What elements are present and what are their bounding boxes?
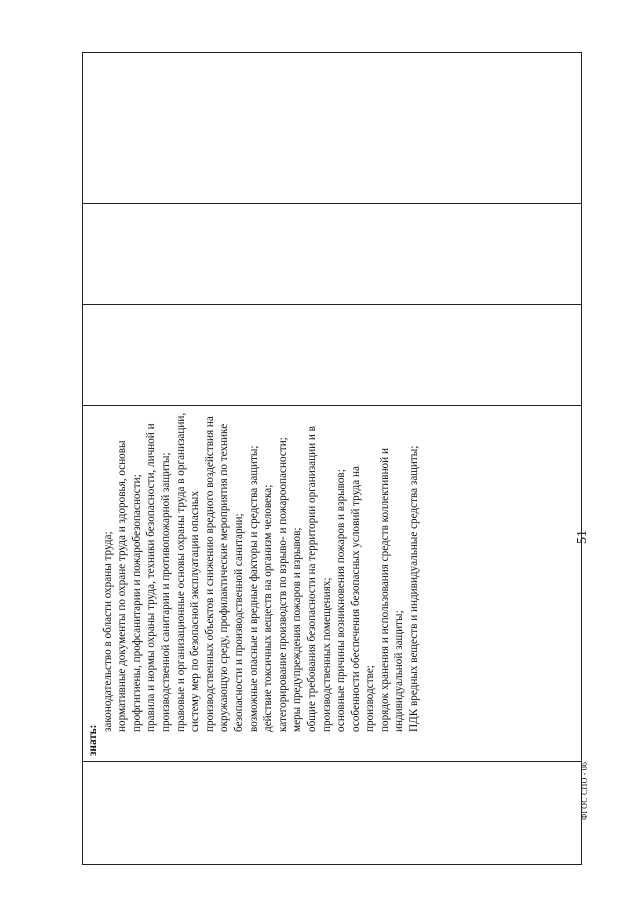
list-heading: знать:	[87, 724, 99, 756]
table-cell-empty	[83, 305, 582, 406]
list-item: ПДК вредных веществ и индивидуальные средства защиты;	[408, 445, 421, 732]
knowledge-list	[86, 411, 422, 756]
list-item: порядок хранения и использования средств коллективной и индивидуальной защиты;	[378, 448, 406, 732]
list-item: меры предупреждения пожаров и взрывов;	[291, 527, 304, 732]
list-item: основные причины возникновения пожаров и взрывов;	[335, 469, 348, 732]
footer-code: ФГОС СПО - 06	[580, 761, 589, 820]
table-cell-empty	[83, 204, 582, 305]
table-cell-content	[83, 406, 582, 762]
page-number: 51	[575, 530, 590, 544]
list-item: особенности обеспечения безопасных условий труда на производстве;	[349, 466, 377, 732]
list-item: общие требования безопасности на территории организации и в производственных помещениях;	[305, 426, 333, 732]
table-cell-empty	[83, 762, 582, 865]
list-item: действие токсичных веществ на организм человека;	[262, 484, 275, 732]
competency-table	[82, 52, 582, 865]
list-item: нормативные документы по охране труда и здоровья, основы профгигиены, профсанитарии и пожаробезопасности;	[116, 440, 143, 732]
table-cell-empty	[83, 53, 582, 204]
rotated-page	[0, 105, 640, 905]
list-item: правовые и организационные основы охраны труда в организации, систему мер по безопасной эксплуатации опасных производственных объектов и снижению вредного воздействия на окружающую среду, профилактические мероприятия по технике безопасности и производственной санитарии;	[174, 412, 245, 732]
table-row	[83, 53, 582, 865]
list-item: категорирование производств по взрыво- и пожароопасности;	[276, 437, 289, 732]
list-item: возможные опасные и вредные факторы и средства защиты;	[247, 445, 260, 732]
list-item: правила и нормы охраны труда, техники безопасности, личной и производственной санитарии и противопожарной защиты;	[145, 423, 172, 732]
list-item: законодательство в области охраны труда;	[101, 531, 114, 732]
